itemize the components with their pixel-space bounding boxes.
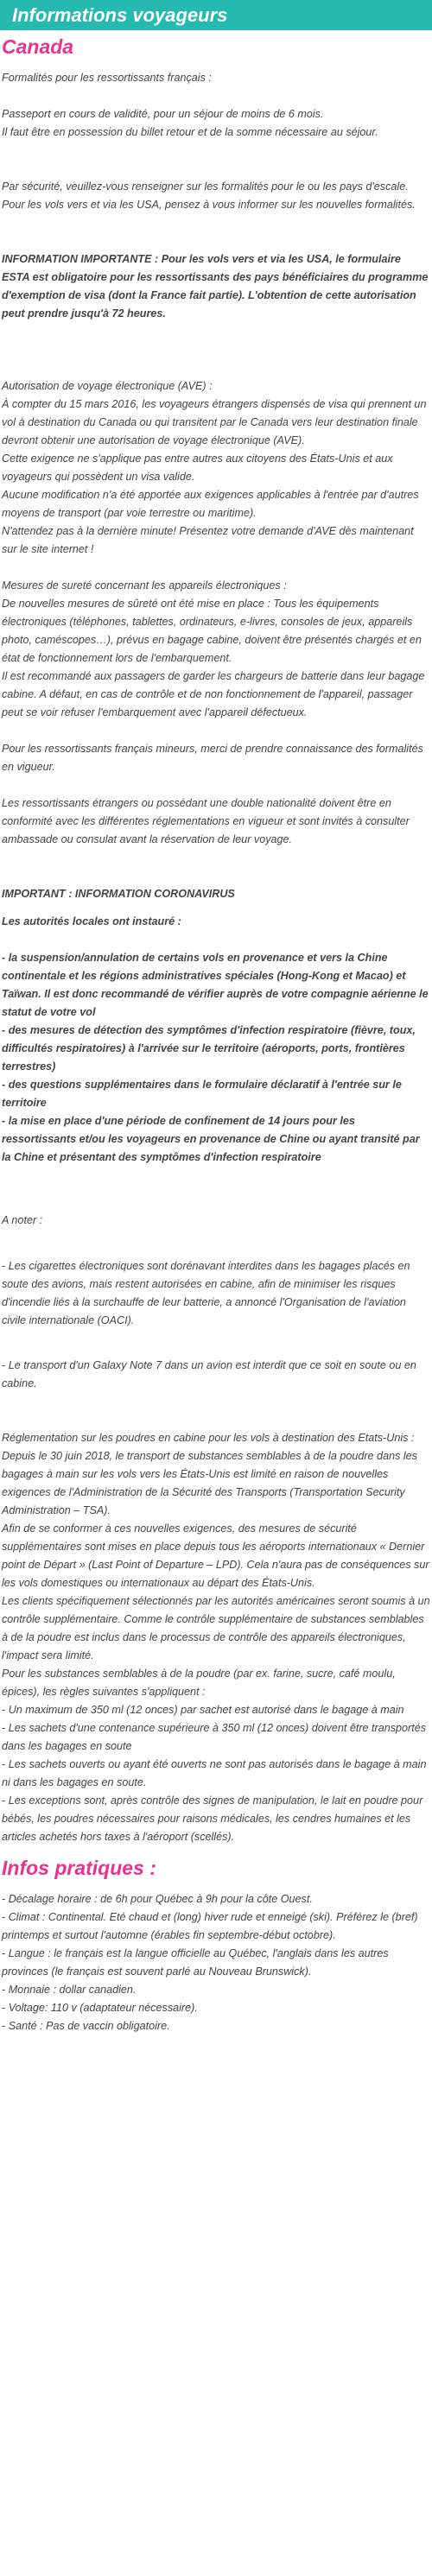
info-paragraph: Il faut être en possession du billet retour et de la somme nécessaire au séjour. bbox=[2, 126, 378, 138]
info-paragraph: - Les exceptions sont, après contrôle des signes de manipulation, le lait en poudre pour bébés, les poudres nécessaires pour raisons médicales, les cendres humaines et les articles achetés hors taxes à l'aéroport (scellés). bbox=[2, 1794, 423, 1843]
info-paragraph: - Les cigarettes électroniques sont dorénavant interdites dans les bagages placés en soute des avions, mais restent autorisées en cabine, afin de minimiser les risques d'incendie liés à la surchauffe de leur batterie, a annoncé l'Organisation de l'aviation civile internationale (OACI). bbox=[2, 1259, 410, 1326]
spacer bbox=[2, 1330, 430, 1358]
spacer bbox=[2, 776, 430, 794]
info-paragraph: Cette exigence ne s'applique pas entre autres aux citoyens des États-Unis et aux voyageurs qui possèdent un visa valide. bbox=[2, 453, 393, 483]
info-paragraph: Pour les vols vers et via les USA, pensez à vous informer sur les nouvelles formalités. bbox=[2, 199, 416, 211]
info-paragraph: Par sécurité, veuillez-vous renseigner sur les formalités pour le ou les pays d'escale. bbox=[2, 180, 409, 193]
info-list-item: - Monnaie : dollar canadien. bbox=[2, 1984, 137, 1996]
info-paragraph: - la suspension/annulation de certains vols en provenance et vers la Chine continentale et les régions administratives spéciales (Hong-Kong et Macao) et Taïwan. Il est donc recommandé de vérifier auprès de votre compagnie aérienne le statut de votre vol bbox=[2, 951, 429, 1018]
infos-pratiques-list bbox=[2, 1890, 430, 2035]
info-paragraph: N'attendez pas à la dernière minute! Présentez votre demande d'AVE dès maintenant sur le site internet ! bbox=[2, 525, 414, 555]
info-paragraph: - Les sachets d'une contenance supérieure à 350 ml (12 onces) doivent être transportés dans les bagages en soute bbox=[2, 1722, 427, 1752]
info-paragraph: Les ressortissants étrangers ou possédant une double nationalité doivent être en conformité avec les différentes réglementations en vigueur et sont invités à consulter ambassade ou consulat avant la réservation de leur voyage. bbox=[2, 797, 410, 845]
info-list-item: - Décalage horaire : de 6h pour Québec à 9h pour la côte Ouest. bbox=[2, 1893, 313, 1905]
spacer bbox=[2, 903, 430, 913]
info-paragraph: Les autorités locales ont instauré : bbox=[2, 915, 181, 927]
spacer bbox=[2, 1393, 430, 1429]
spacer bbox=[2, 1230, 430, 1257]
page-banner bbox=[0, 0, 432, 30]
info-paragraph: De nouvelles mesures de sûreté ont été mise en place : Tous les équipements électroniques (téléphones, tablettes, ordinateurs, e-livres, consoles de jeux, appareils photo, caméscopes…), prévus en bagage cabine, doivent être présentés chargés et en état de fonctionnement lors de l'embarquement. bbox=[2, 598, 422, 664]
section-title-infos-pratiques: Infos pratiques : bbox=[2, 1857, 156, 1879]
info-list-item: - Voltage: 110 v (adaptateur nécessaire). bbox=[2, 2002, 198, 2014]
info-paragraph: À compter du 15 mars 2016, les voyageurs étrangers dispensés de visa qui prennent un vol à destination du Canada ou qui transitent par le Canada vers leur destination finale devront obtenir une autorisation de voyage électronique (AVE). bbox=[2, 398, 427, 446]
info-paragraph: Depuis le 30 juin 2018, le transport de substances semblables à de la poudre dans les bagages à main sur les vols vers les États-Unis est limité en raison de nouvelles exigences de l'Administration de la Sécurité des Transports (Transportation Security Administration – TSA). bbox=[2, 1450, 417, 1516]
info-paragraph: - Les sachets ouverts ou ayant été ouverts ne sont pas autorisés dans le bagage à main ni dans les bagages en soute. bbox=[2, 1758, 427, 1788]
info-paragraph: A noter : bbox=[2, 1214, 43, 1226]
info-paragraph: Les clients spécifiquement sélectionnés par les autorités américaines seront soumis à un contrôle supplémentaire. Comme le contrôle supplémentaire de substances semblables à de la poudre est inclus dans le processus de contrôle des appareils électroniques, l'impact sera limité. bbox=[2, 1595, 430, 1661]
spacer bbox=[2, 87, 430, 105]
spacer bbox=[2, 849, 430, 885]
info-paragraph: - des mesures de détection des symptômes d'infection respiratoire (fièvre, toux, difficultés respiratoires) à l'arrivée sur le territoire (aéroports, ports, frontières terrestres) bbox=[2, 1023, 416, 1073]
spacer bbox=[2, 214, 430, 250]
spacer bbox=[2, 931, 430, 949]
section-title-canada: Canada bbox=[2, 35, 74, 58]
info-list-item: - Langue : le français est la langue officielle au Québec, l'anglais dans les autres provinces (le français est souvent parlé au Nouveau Brunswick). bbox=[2, 1947, 389, 1978]
info-paragraph: - des questions supplémentaires dans le formulaire déclaratif à l'entrée sur le territoire bbox=[2, 1078, 402, 1109]
info-list-item: - Climat : Continental. Eté chaud et (long) hiver rude et enneigé (ski). Préférez le (bref) printemps et surtout l'automne (érables fin septembre-début octobre). bbox=[2, 1911, 418, 1941]
info-paragraph: IMPORTANT : INFORMATION CORONAVIRUS bbox=[2, 888, 235, 900]
info-paragraph: Autorisation de voyage électronique (AVE) : bbox=[2, 380, 213, 392]
spacer bbox=[2, 323, 430, 377]
info-paragraph: - la mise en place d'une période de confinement de 14 jours pour les ressortissants et/ou les voyageurs en provenance de Chine ou ayant transité par la Chine et présentant des symptômes d'infection respiratoire bbox=[2, 1114, 420, 1163]
spacer bbox=[2, 142, 430, 178]
info-paragraph: Il est recommandé aux passagers de garder les chargeurs de batterie dans leur bagage cabine. A défaut, en cas de contrôle et de non fonctionnement de l'appareil, passager peut se voir refuser l'embarquement avec l'appareil défectueux. bbox=[2, 670, 425, 718]
banner-title: Informations voyageurs bbox=[12, 3, 228, 26]
canada-info-body bbox=[2, 69, 430, 1846]
info-paragraph: Réglementation sur les poudres en cabine pour les vols à destination des Etats-Unis : bbox=[2, 1432, 415, 1444]
spacer bbox=[2, 559, 430, 577]
info-paragraph: Mesures de sureté concernant les appareils électroniques : bbox=[2, 579, 287, 592]
info-paragraph: Aucune modification n'a été apportée aux exigences applicables à l'entrée par d'autres moyens de transport (par voie terrestre ou maritime). bbox=[2, 489, 419, 519]
spacer bbox=[2, 722, 430, 740]
info-list-item: - Santé : Pas de vaccin obligatoire. bbox=[2, 2020, 170, 2032]
info-paragraph: INFORMATION IMPORTANTE : Pour les vols vers et via les USA, le formulaire ESTA est obligatoire pour les ressortissants des pays bénéficiaires du programme d'exemption de visa (dont la France fait partie). L'obtention de cette autorisation peut prendre jusqu'à 72 heures. bbox=[2, 253, 429, 320]
info-paragraph: - Le transport d'un Galaxy Note 7 dans un avion est interdit que ce soit en soute ou en cabine. bbox=[2, 1359, 416, 1389]
info-paragraph: - Un maximum de 350 ml (12 onces) par sachet est autorisé dans le bagage à main bbox=[2, 1704, 404, 1716]
info-paragraph: Afin de se conformer à ces nouvelles exigences, des mesures de sécurité supplémentaires sont mises en place depuis tous les aéroports internationaux « Dernier point de Départ » (Last Point of Departure – LPD). Cela n'aura pas de conséquences sur les vols domestiques ou internationaux au départ des États-Unis. bbox=[2, 1522, 429, 1589]
info-paragraph: Formalités pour les ressortissants français : bbox=[2, 72, 212, 84]
info-paragraph: Passeport en cours de validité, pour un séjour de moins de 6 mois. bbox=[2, 108, 324, 120]
page-content bbox=[0, 37, 432, 2035]
info-paragraph: Pour les ressortissants français mineurs, merci de prendre connaissance des formalités en vigueur. bbox=[2, 743, 423, 773]
info-paragraph: Pour les substances semblables à de la poudre (par ex. farine, sucre, café moulu, épices), les règles suivantes s'appliquent : bbox=[2, 1668, 396, 1698]
spacer bbox=[2, 1167, 430, 1212]
